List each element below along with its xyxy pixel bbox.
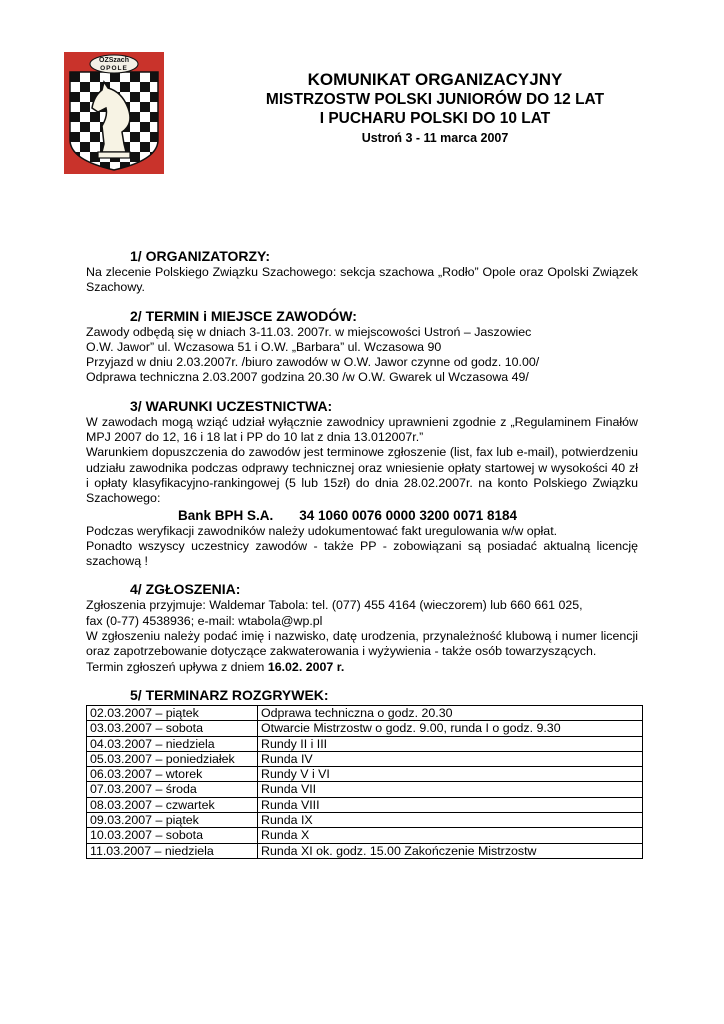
document-subtitle-1: MISTRZOSTW POLSKI JUNIORÓW DO 12 LAT <box>265 91 605 108</box>
table-row <box>87 751 643 766</box>
club-logo <box>64 52 164 174</box>
schedule-event: Runda IX <box>258 813 643 828</box>
table-row <box>87 767 643 782</box>
document-subtitle-2: I PUCHARU POLSKI DO 10 LAT <box>319 110 551 127</box>
schedule-date: 09.03.2007 – piątek <box>87 813 258 828</box>
schedule-event: Runda IV <box>258 751 643 766</box>
registration-contact: Zgłoszenia przyjmuje: Waldemar Tabola: tel. (077) 455 4164 (wieczorem) lub 660 661 025, <box>86 598 583 613</box>
place-date: Ustroń 3 - 11 marca 2007 <box>361 131 509 145</box>
schedule-event: Runda VIII <box>258 797 643 812</box>
document-title: KOMUNIKAT ORGANIZACYJNY <box>307 70 563 89</box>
registration-deadline: Termin zgłoszeń upływa z dniem 16.02. 2007 r. <box>86 659 345 674</box>
schedule-date: 02.03.2007 – piątek <box>87 705 258 720</box>
schedule-event: Odprawa techniczna o godz. 20.30 <box>258 705 643 720</box>
document-header <box>180 70 690 147</box>
schedule-event: Rundy II i III <box>258 736 643 751</box>
registration-fax-email: fax (0-77) 4538936; e-mail: wtabola@wp.pl <box>86 613 323 628</box>
conditions-admission: Warunkiem dopuszczenia do zawodów jest terminowe zgłoszenie (list, fax lub e-mail), potwierdzeniu udziału zawodnika podczas odprawy technicznej oraz wniesienie opłaty startowej w wysokości 40 zł i opłaty klasyfikacyjno-rankingowej (5 lub 15zł) do dnia 28.02.2007r. na konto Polskiego Związku Szachowego: <box>86 445 638 506</box>
schedule-event: Runda XI ok. godz. 15.00 Zakończenie Mistrzostw <box>258 843 643 858</box>
conditions-license: Ponadto wszyscy uczestnicy zawodów - także PP - zobowiązani są posiadać aktualną licencję szachową ! <box>86 538 638 569</box>
schedule-date: 10.03.2007 – sobota <box>87 828 258 843</box>
table-row <box>87 736 643 751</box>
section-registration-title: 4/ ZGŁOSZENIA: <box>130 581 241 598</box>
schedule-event: Runda X <box>258 828 643 843</box>
document-body <box>86 248 638 859</box>
logo-top-text: OZSzach <box>99 57 129 64</box>
schedule-date: 08.03.2007 – czwartek <box>87 797 258 812</box>
bank-account <box>178 507 638 524</box>
section-organizers-text: Na zlecenie Polskiego Związku Szachowego: sekcja szachowa „Rodło” Opole oraz Opolski Związek Szachowy. <box>86 265 638 295</box>
schedule-event: Otwarcie Mistrzostw o godz. 9.00, runda I o godz. 9.30 <box>258 721 643 736</box>
section-date-place-title: 2/ TERMIN i MIEJSCE ZAWODÓW: <box>130 307 357 324</box>
schedule-date: 07.03.2007 – środa <box>87 782 258 797</box>
date-place-line: Zawody odbędą się w dniach 3-11.03. 2007r. w miejscowości Ustroń – Jaszowiec <box>86 324 532 339</box>
section-schedule-title: 5/ TERMINARZ ROZGRYWEK: <box>130 686 329 703</box>
schedule-event: Runda VII <box>258 782 643 797</box>
schedule-date: 06.03.2007 – wtorek <box>87 767 258 782</box>
schedule-date: 04.03.2007 – niedziela <box>87 736 258 751</box>
schedule-date: 05.03.2007 – poniedziałek <box>87 751 258 766</box>
table-row <box>87 813 643 828</box>
schedule-date: 11.03.2007 – niedziela <box>87 843 258 858</box>
section-conditions-title: 3/ WARUNKI UCZESTNICTWA: <box>130 397 333 414</box>
schedule-event: Rundy V i VI <box>258 767 643 782</box>
schedule-date: 03.03.2007 – sobota <box>87 721 258 736</box>
bank-account-number: 34 1060 0076 0000 3200 0071 8184 <box>299 507 517 523</box>
date-place-line: Odprawa techniczna 2.03.2007 godzina 20.30 /w O.W. Gwarek ul Wczasowa 49/ <box>86 370 529 385</box>
date-place-line: O.W. Jawor” ul. Wczasowa 51 i O.W. „Barbara” ul. Wczasowa 90 <box>86 339 442 354</box>
table-row <box>87 797 643 812</box>
table-row <box>87 828 643 843</box>
bank-name: Bank BPH S.A. <box>178 507 274 523</box>
registration-requirements: W zgłoszeniu należy podać imię i nazwisko, datę urodzenia, przynależność klubową i numer licencji oraz zapotrzebowanie dotyczące zakwaterowania i wyżywienia - także osób towarzyszących. <box>86 629 638 659</box>
registration-deadline-date: 16.02. 2007 r. <box>267 659 345 674</box>
table-row <box>87 721 643 736</box>
chess-knight-crest-icon <box>64 52 164 174</box>
logo-bottom-text: OPOLE <box>100 65 128 72</box>
table-row <box>87 843 643 858</box>
table-row <box>87 782 643 797</box>
section-organizers-title: 1/ ORGANIZATORZY: <box>130 248 270 264</box>
date-place-line: Przyjazd w dniu 2.03.2007r. /biuro zawodów w O.W. Jawor czynne od godz. 10.00/ <box>86 355 540 370</box>
table-row <box>87 705 643 720</box>
conditions-eligibility: W zawodach mogą wziąć udział wyłącznie zawodnicy uprawnieni zgodnie z „Regulaminem Finałów MPJ 2007 do 12, 16 i 18 lat i PP do 10 lat z dnia 13.012007r.” <box>86 414 638 445</box>
conditions-verification: Podczas weryfikacji zawodników należy udokumentować fakt uregulowania w/w opłat. <box>86 523 558 538</box>
schedule-table <box>86 705 643 859</box>
